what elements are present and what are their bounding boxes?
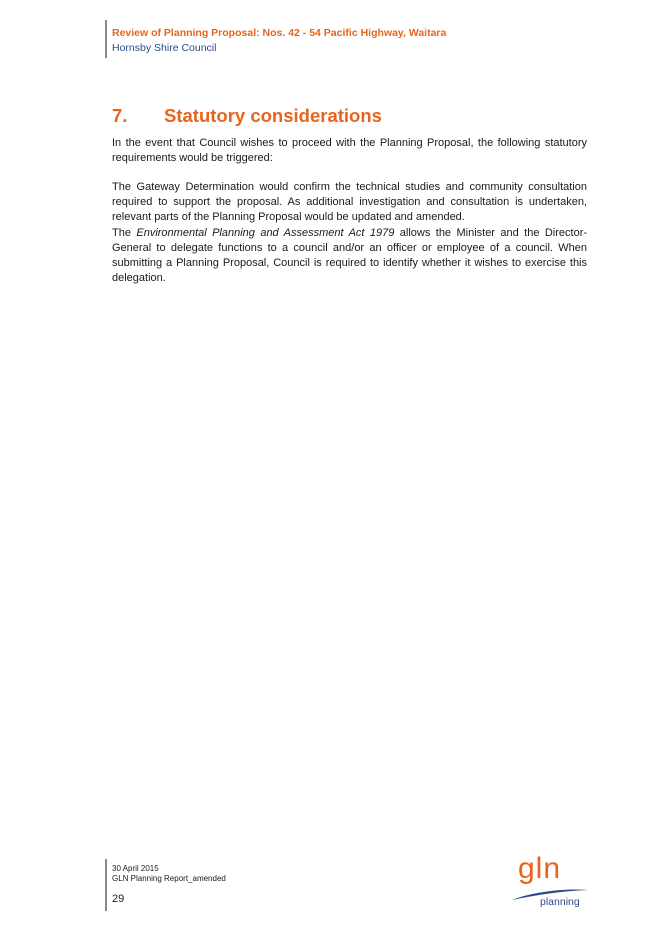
- paragraph-gateway: The Gateway Determination would confirm the technical studies and community consultation required to support the proposal. As additional investigation and consultation is undertaken, relevant parts of the Planning Proposal would be updated and amended.: [112, 181, 587, 223]
- paragraph-intro: In the event that Council wishes to proceed with the Planning Proposal, the following statutory requirements would be triggered:: [112, 137, 587, 164]
- act-name: Environmental Planning and Assessment Act 1979: [136, 227, 395, 239]
- paragraph-delegation-suffix: allows the Minister and the Director-General to delegate functions to a council and/or an officer or employee of a council. When submitting a Planning Proposal, Council is required to identify whether it wishes to exercise this delegation.: [112, 227, 588, 284]
- page-number: 29: [112, 893, 125, 905]
- footer-date: 30 April 2015: [112, 864, 159, 873]
- section-title: Statutory considerations: [164, 105, 382, 126]
- report-title: Review of Planning Proposal: Nos. 42 - 54 Pacific Highway, Waitara: [112, 27, 447, 39]
- gln-planning-logo: [510, 852, 590, 913]
- client-name: Hornsby Shire Council: [112, 42, 217, 54]
- section-heading: [112, 105, 382, 127]
- header-divider: [105, 20, 107, 58]
- footer-divider: [105, 859, 107, 911]
- paragraph-delegation: [112, 226, 587, 286]
- footer-document-name: GLN Planning Report_amended: [112, 874, 226, 883]
- section-number: 7.: [112, 105, 128, 126]
- logo-brand-text: gln: [518, 852, 562, 885]
- paragraph-delegation-prefix: The: [112, 227, 137, 239]
- logo-tagline: planning: [540, 896, 580, 908]
